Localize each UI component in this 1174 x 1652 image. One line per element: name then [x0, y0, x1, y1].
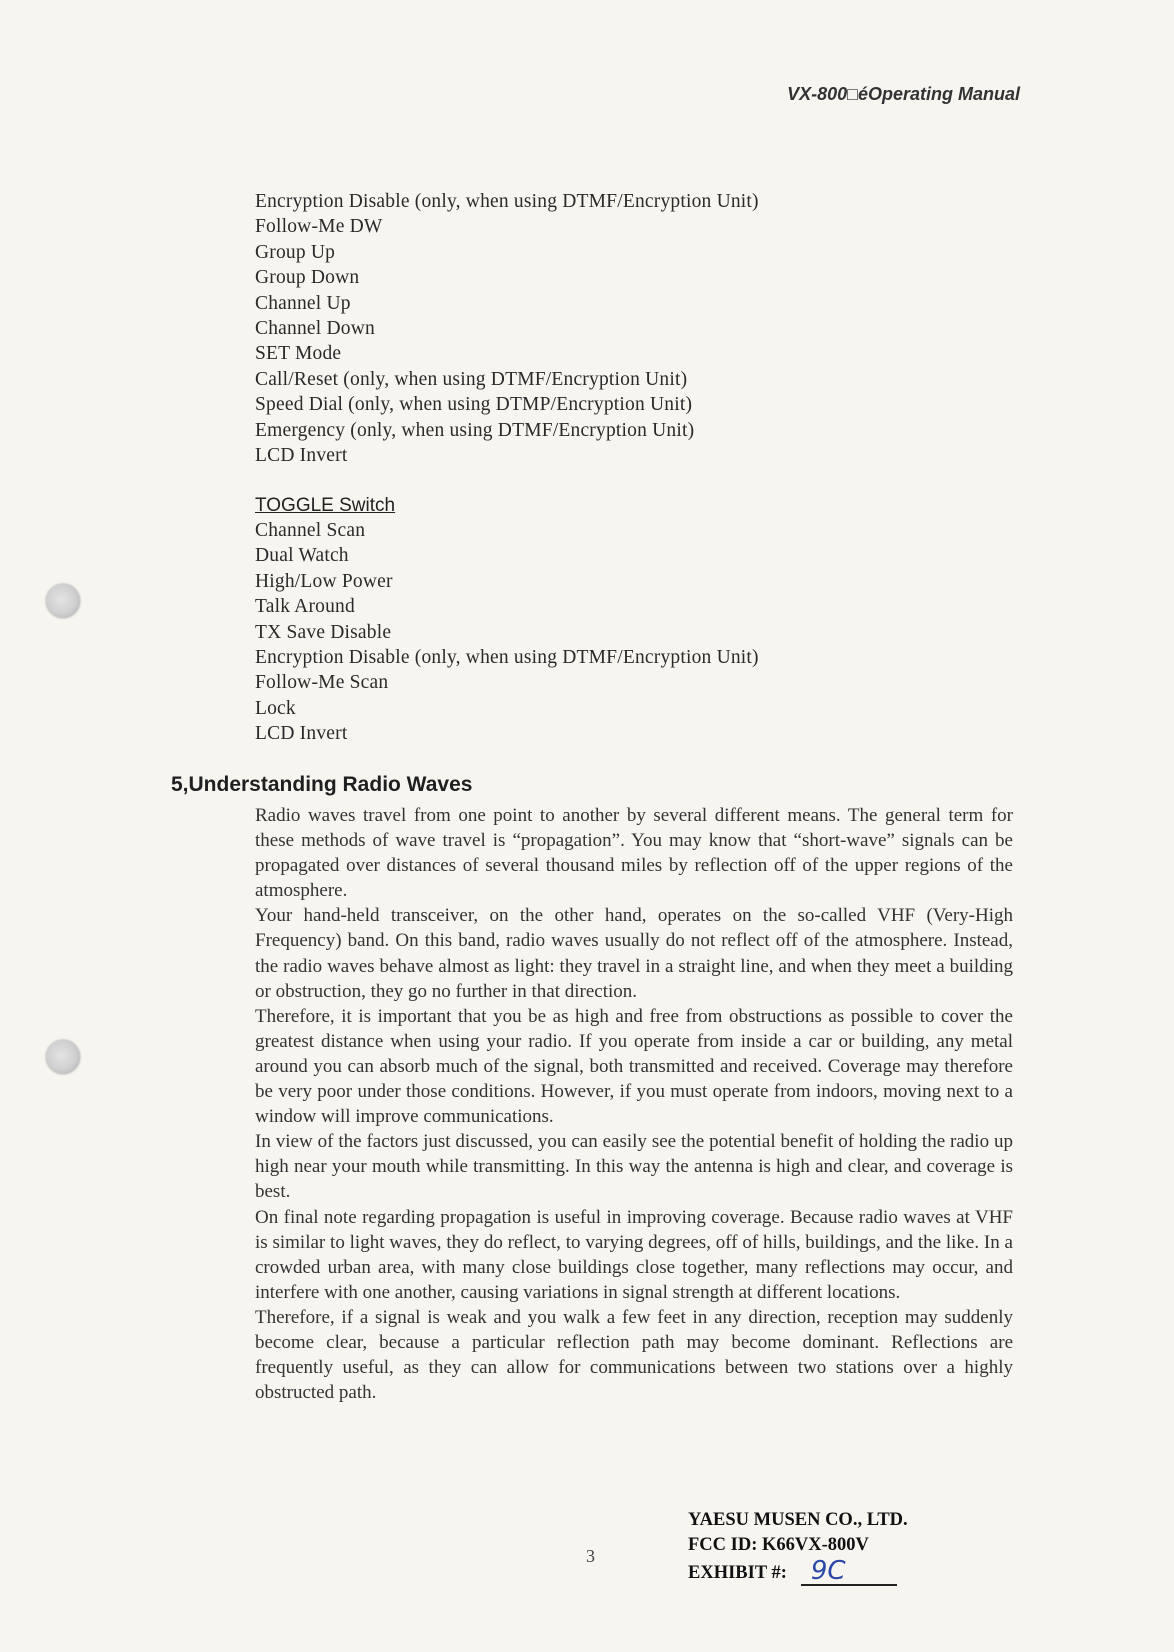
list-item: LCD Invert [255, 444, 348, 466]
list-item: Channel Up [255, 292, 351, 314]
company-name: YAESU MUSEN CO., LTD. [688, 1510, 908, 1530]
list-item: Speed Dial (only, when using DTMP/Encryption Unit) [255, 394, 693, 416]
paragraph: Therefore, it is important that you be as high and free from obstructions as possible to cover the greatest distance when using your radio. If you operate from inside a car or building, any metal around you can absorb much of the signal, both transmitted and received. Coverage may therefore be very poor under those conditions. However, if you must operate from indoors, moving next to a window will improve communications. [255, 1005, 1013, 1128]
exhibit-line [688, 1558, 908, 1586]
list-item: Follow-Me DW [255, 216, 383, 238]
exhibit-label: EXHIBIT #: [688, 1563, 787, 1583]
running-header: VX-800□éOperating Manual [787, 84, 1020, 104]
list-item: Dual Watch [255, 545, 349, 567]
list-item: Encryption Disable (only, when using DTMF/Encryption Unit) [255, 191, 759, 212]
exhibit-stamp [688, 1508, 908, 1586]
page-number: 3 [586, 1546, 595, 1566]
paragraph: Radio waves travel from one point to another by several different means. The general term for these methods of wave travel is “propagation”. You may know that “short-wave” signals can be propagated over distances of several thousand miles by reflection off of the upper regions of the atmosphere. [255, 805, 1013, 902]
punch-hole-icon [46, 1040, 80, 1074]
paragraph: In view of the factors just discussed, you can easily see the potential benefit of holding the radio up high near your mouth while transmitting. In this way the antenna is high and clear, and coverage is best. [255, 1131, 1013, 1203]
list-item: Emergency (only, when using DTMF/Encryption Unit) [255, 419, 695, 441]
list-item: Group Up [255, 241, 336, 263]
list-item: Group Down [255, 267, 360, 289]
list-item: Follow-Me Scan [255, 672, 389, 694]
section-title: 5,Understanding Radio Waves [171, 773, 473, 796]
list-item: Channel Down [255, 317, 375, 339]
paragraph: On final note regarding propagation is useful in improving coverage. Because radio waves at VHF is similar to light waves, they do reflect, to varying degrees, off of hills, buildings, and the like. In a crowded urban area, with many close buildings close together, many reflections may occur, and interfere with one another, causing variations in signal strength at different locations. [255, 1206, 1013, 1303]
list-item: Call/Reset (only, when using DTMF/Encryption Unit) [255, 368, 688, 390]
list-item: Encryption Disable (only, when using DTMF/Encryption Unit) [255, 646, 759, 668]
toggle-switch-list [255, 493, 1015, 747]
section-body [255, 803, 1013, 1405]
list-item: TX Save Disable [255, 621, 392, 643]
list-item: SET Mode [255, 343, 342, 365]
list-item: High/Low Power [255, 570, 393, 592]
list-item: LCD Invert [255, 723, 348, 745]
list-item: Talk Around [255, 596, 355, 618]
punch-hole-icon [46, 584, 80, 618]
list-item: Channel Scan [255, 520, 366, 541]
paragraph: Your hand-held transceiver, on the other hand, operates on the so-called VHF (Very-High Frequency) band. On this band, radio waves usually do not reflect off of the atmosphere. Instead, the radio waves behave almost as light: they travel in a straight line, and when they meet a building or obstruction, they go no further in that direction. [255, 905, 1013, 1002]
function-list [255, 189, 1015, 468]
toggle-switch-heading: TOGGLE Switch [255, 495, 396, 516]
exhibit-number-handwritten: 9C [801, 1558, 897, 1586]
paragraph: Therefore, if a signal is weak and you walk a few feet in any direction, reception may suddenly become clear, because a particular reflection path may become dominant. Reflections are frequently useful, as they can allow for communications between two stations over a highly obstructed path. [255, 1306, 1013, 1404]
list-item: Lock [255, 697, 296, 719]
fcc-id: FCC ID: K66VX-800V [688, 1535, 869, 1555]
